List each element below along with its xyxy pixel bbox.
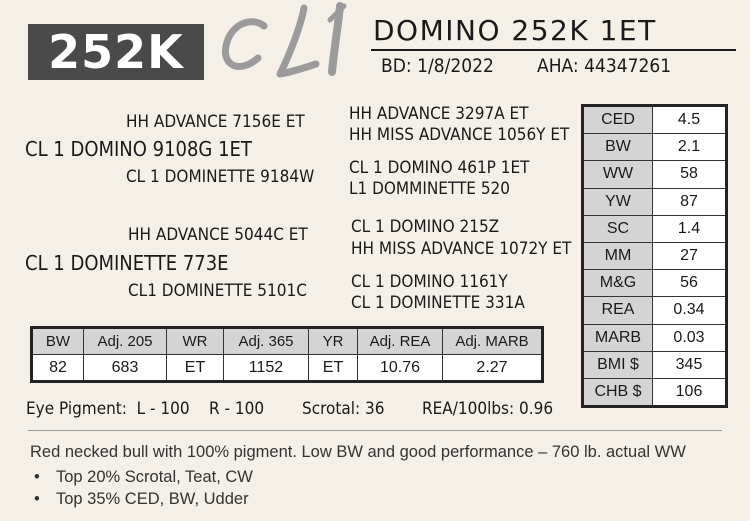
epd-label: REA [583, 297, 653, 324]
epd-label: MARB [583, 324, 653, 351]
cl1-logo [212, 2, 362, 90]
epd-value: 1.4 [653, 215, 727, 242]
performance-value: 2.27 [443, 355, 543, 382]
eye-pigment: Eye Pigment: L - 100 R - 100 [26, 399, 265, 419]
performance-header: Adj. 205 [84, 328, 167, 355]
dam-sire-sire: CL 1 DOMINO 215Z [351, 217, 500, 237]
epd-value: 2.1 [653, 134, 727, 161]
performance-header-row [32, 328, 543, 355]
epd-value: 106 [653, 378, 727, 406]
performance-value: ET [167, 355, 224, 382]
performance-header: Adj. MARB [443, 328, 543, 355]
epd-value: 4.5 [653, 106, 727, 134]
lot-number-badge: 252K [28, 24, 204, 80]
dam-dam: CL1 DOMINETTE 5101C [128, 281, 307, 301]
performance-value: 1152 [224, 355, 309, 382]
epd-row [583, 134, 727, 161]
dam-dam-dam: CL 1 DOMINETTE 331A [351, 293, 525, 313]
performance-header: WR [167, 328, 224, 355]
epd-row [583, 297, 727, 324]
bull-description: Red necked bull with 100% pigment. Low BW and good performance – 760 lb. actual WW [30, 443, 686, 461]
epd-table [581, 104, 728, 408]
performance-table [30, 326, 544, 383]
scrotal: Scrotal: 36 [302, 399, 385, 419]
epd-label: BW [583, 134, 653, 161]
dam: CL 1 DOMINETTE 773E [25, 251, 229, 275]
epd-label: CED [583, 106, 653, 134]
epd-row [583, 215, 727, 242]
epd-label: YW [583, 188, 653, 215]
performance-value-row [32, 355, 543, 382]
epd-label: WW [583, 161, 653, 188]
dam-sire: HH ADVANCE 5044C ET [128, 225, 308, 245]
performance-header: Adj. REA [358, 328, 443, 355]
epd-label: M&G [583, 270, 653, 297]
sire-dam-dam: L1 DOMMINETTE 520 [349, 179, 511, 199]
performance-value: 10.76 [358, 355, 443, 382]
sire: CL 1 DOMINO 9108G 1ET [25, 137, 252, 161]
performance-header: YR [309, 328, 358, 355]
aha-number: AHA: 44347261 [537, 55, 672, 77]
performance-value: 82 [32, 355, 84, 382]
epd-value: 87 [653, 188, 727, 215]
dam-sire-dam: HH MISS ADVANCE 1072Y ET [351, 239, 572, 259]
epd-value: 56 [653, 270, 727, 297]
footer-divider [28, 430, 722, 431]
rea-per-100lbs: REA/100lbs: 0.96 [422, 399, 554, 419]
bull-name: DOMINO 252K 1ET [373, 14, 657, 47]
sire-sire-dam: HH MISS ADVANCE 1056Y ET [349, 125, 570, 145]
epd-value: 0.03 [653, 324, 727, 351]
sire-dam: CL 1 DOMINETTE 9184W [126, 167, 315, 187]
epd-row [583, 242, 727, 269]
performance-header: Adj. 365 [224, 328, 309, 355]
dam-dam-sire: CL 1 DOMINO 1161Y [351, 272, 508, 292]
epd-label: BMI $ [583, 351, 653, 378]
highlight-item: • Top 35% CED, BW, Udder [30, 488, 253, 510]
epd-row [583, 270, 727, 297]
sire-sire-sire: HH ADVANCE 3297A ET [349, 104, 529, 124]
performance-header: BW [32, 328, 84, 355]
epd-value: 27 [653, 242, 727, 269]
performance-value: ET [309, 355, 358, 382]
epd-row [583, 378, 727, 406]
highlights-list [30, 466, 253, 510]
birth-date: BD: 1/8/2022 [381, 55, 494, 77]
epd-row [583, 106, 727, 134]
sire-sire: HH ADVANCE 7156E ET [126, 112, 305, 132]
sire-dam-sire: CL 1 DOMINO 461P 1ET [349, 158, 530, 178]
epd-row [583, 351, 727, 378]
epd-row [583, 324, 727, 351]
header-divider [371, 49, 736, 51]
epd-row [583, 161, 727, 188]
performance-value: 683 [84, 355, 167, 382]
epd-value: 58 [653, 161, 727, 188]
epd-value: 0.34 [653, 297, 727, 324]
epd-label: MM [583, 242, 653, 269]
epd-value: 345 [653, 351, 727, 378]
epd-label: CHB $ [583, 378, 653, 406]
epd-label: SC [583, 215, 653, 242]
highlight-item: • Top 20% Scrotal, Teat, CW [30, 466, 253, 488]
epd-row [583, 188, 727, 215]
